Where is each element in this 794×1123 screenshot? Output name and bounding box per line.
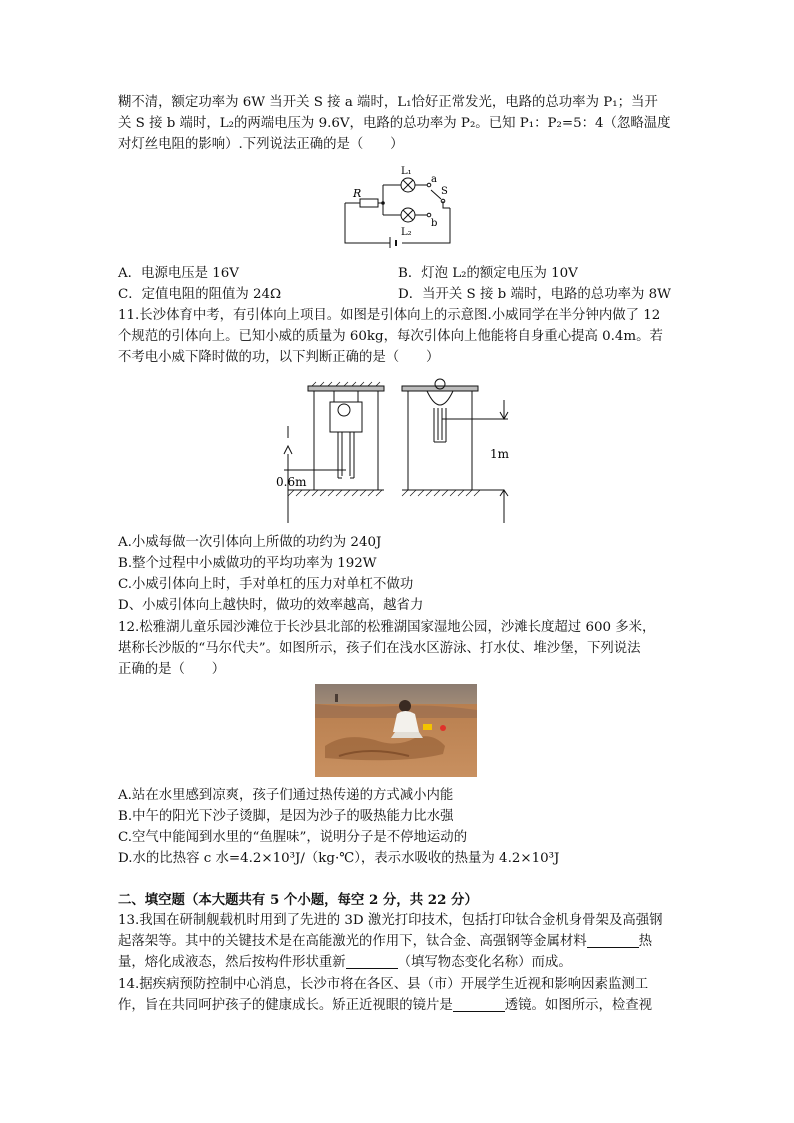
q12-line-2: 堪称长沙版的“马尔代夫”。如图所示，孩子们在浅水区游泳、打水仗、堆沙堡，下列说法 <box>118 641 641 656</box>
q10-line-3: 对灯丝电阻的影响）.下列说法正确的是（ ） <box>118 137 404 152</box>
q11-line-2: 个规范的引体向上。已知小威的质量为 60kg，每次引体向上他能将自身重心提高 0.4m。若 <box>118 329 663 344</box>
q11-option-c: C.小威引体向上时，手对单杠的压力对单杠不做功 <box>118 577 414 592</box>
q14-line-2-text: 作，旨在共同呵护孩子的健康成长。矫正近视眼的镜片是 <box>118 998 453 1013</box>
q13-line-2 <box>118 931 678 952</box>
label-s: S <box>441 186 448 197</box>
q12-line-3: 正确的是（ ） <box>118 662 226 677</box>
q10-option-c: C．定值电阻的阻值为 24Ω <box>118 287 282 302</box>
height-label-right: 1m <box>490 447 510 461</box>
section-title: 二、填空题（本大题共有 5 个小题，每空 2 分，共 22 分） <box>118 892 478 908</box>
q12-option-d: D.水的比热容 c 水=4.2×10³J/（kg·℃），表示水吸收的热量为 4.2×10³J <box>118 851 560 866</box>
q12-option-b: B.中午的阳光下沙子烫脚，是因为沙子的吸热能力比水强 <box>118 809 454 824</box>
label-r: R <box>353 187 362 200</box>
q14-line-2 <box>118 995 678 1016</box>
q12-line-1: 12.松雅湖儿童乐园沙滩位于长沙县北部的松雅湖国家湿地公园，沙滩长度超过 600 多米， <box>118 620 656 635</box>
answer-blank-1[interactable] <box>587 933 639 948</box>
q13-line-3-tail: （填写物态变化名称）而成。 <box>397 955 572 970</box>
q14-line-1: 14.据疾病预防控制中心消息，长沙市将在各区、县（市）开展学生近视和影响因素监测工 <box>118 977 649 992</box>
q13-line-1: 13.我国在研制舰载机时用到了先进的 3D 激光打印技术，包括打印钛合金机身骨架及高强钢 <box>118 913 663 928</box>
q11-option-b: B.整个过程中小威做功的平均功率为 192W <box>118 556 377 571</box>
q13-line-2-tail: 热 <box>638 934 653 949</box>
q10-line-2: 关 S 接 b 端时，L₂的两端电压为 9.6V，电路的总功率为 P₂。已知 P₁：P₂=5：4（忽略温度 <box>118 116 671 131</box>
q10-line-1: 糊不清，额定功率为 6W 当开关 S 接 a 端时，L₁恰好正常发光，电路的总功率为 P₁；当开 <box>118 95 658 110</box>
q11-line-1: 11.长沙体育中考，有引体向上项目。如图是引体向上的示意图.小威同学在半分钟内做了 12 <box>118 308 661 323</box>
label-l2: L₂ <box>401 227 412 238</box>
label-a: a <box>431 174 437 185</box>
q14-line-2-tail: 透镜。如图所示，检查视 <box>504 998 653 1013</box>
q11-option-d: D、小威引体向上越快时，做功的效率越高，越省力 <box>118 598 424 613</box>
q10-option-a: A．电源电压是 16V <box>118 266 239 281</box>
q11-line-3: 不考电小威下降时做的功，以下判断正确的是（ ） <box>118 350 440 365</box>
q11-option-a: A.小威每做一次引体向上所做的功约为 240J <box>118 535 382 550</box>
circuit-diagram <box>335 163 460 248</box>
beach-photo <box>315 684 477 777</box>
label-b: b <box>431 218 438 229</box>
q13-line-3 <box>118 952 678 973</box>
label-l1: L₁ <box>401 166 412 177</box>
answer-blank-3[interactable] <box>453 997 505 1012</box>
q10-option-d: D．当开关 S 接 b 端时，电路的总功率为 8W <box>398 287 671 302</box>
answer-blank-2[interactable] <box>346 954 398 969</box>
q12-option-a: A.站在水里感到凉爽，孩子们通过热传递的方式减小内能 <box>118 788 454 803</box>
q10-option-b: B．灯泡 L₂的额定电压为 10V <box>398 266 578 281</box>
q12-option-c: C.空气中能闻到水里的“鱼腥味”，说明分子是不停地运动的 <box>118 830 468 845</box>
pull-up-diagram <box>272 378 522 523</box>
q13-line-2-text: 起落架等。其中的关键技术是在高能激光的作用下，钛合金、高强钢等金属材料 <box>118 934 587 949</box>
q13-line-3-text: 量，熔化成液态，然后按构件形状重新 <box>118 955 346 970</box>
height-label-left: 0.6m <box>276 475 307 489</box>
